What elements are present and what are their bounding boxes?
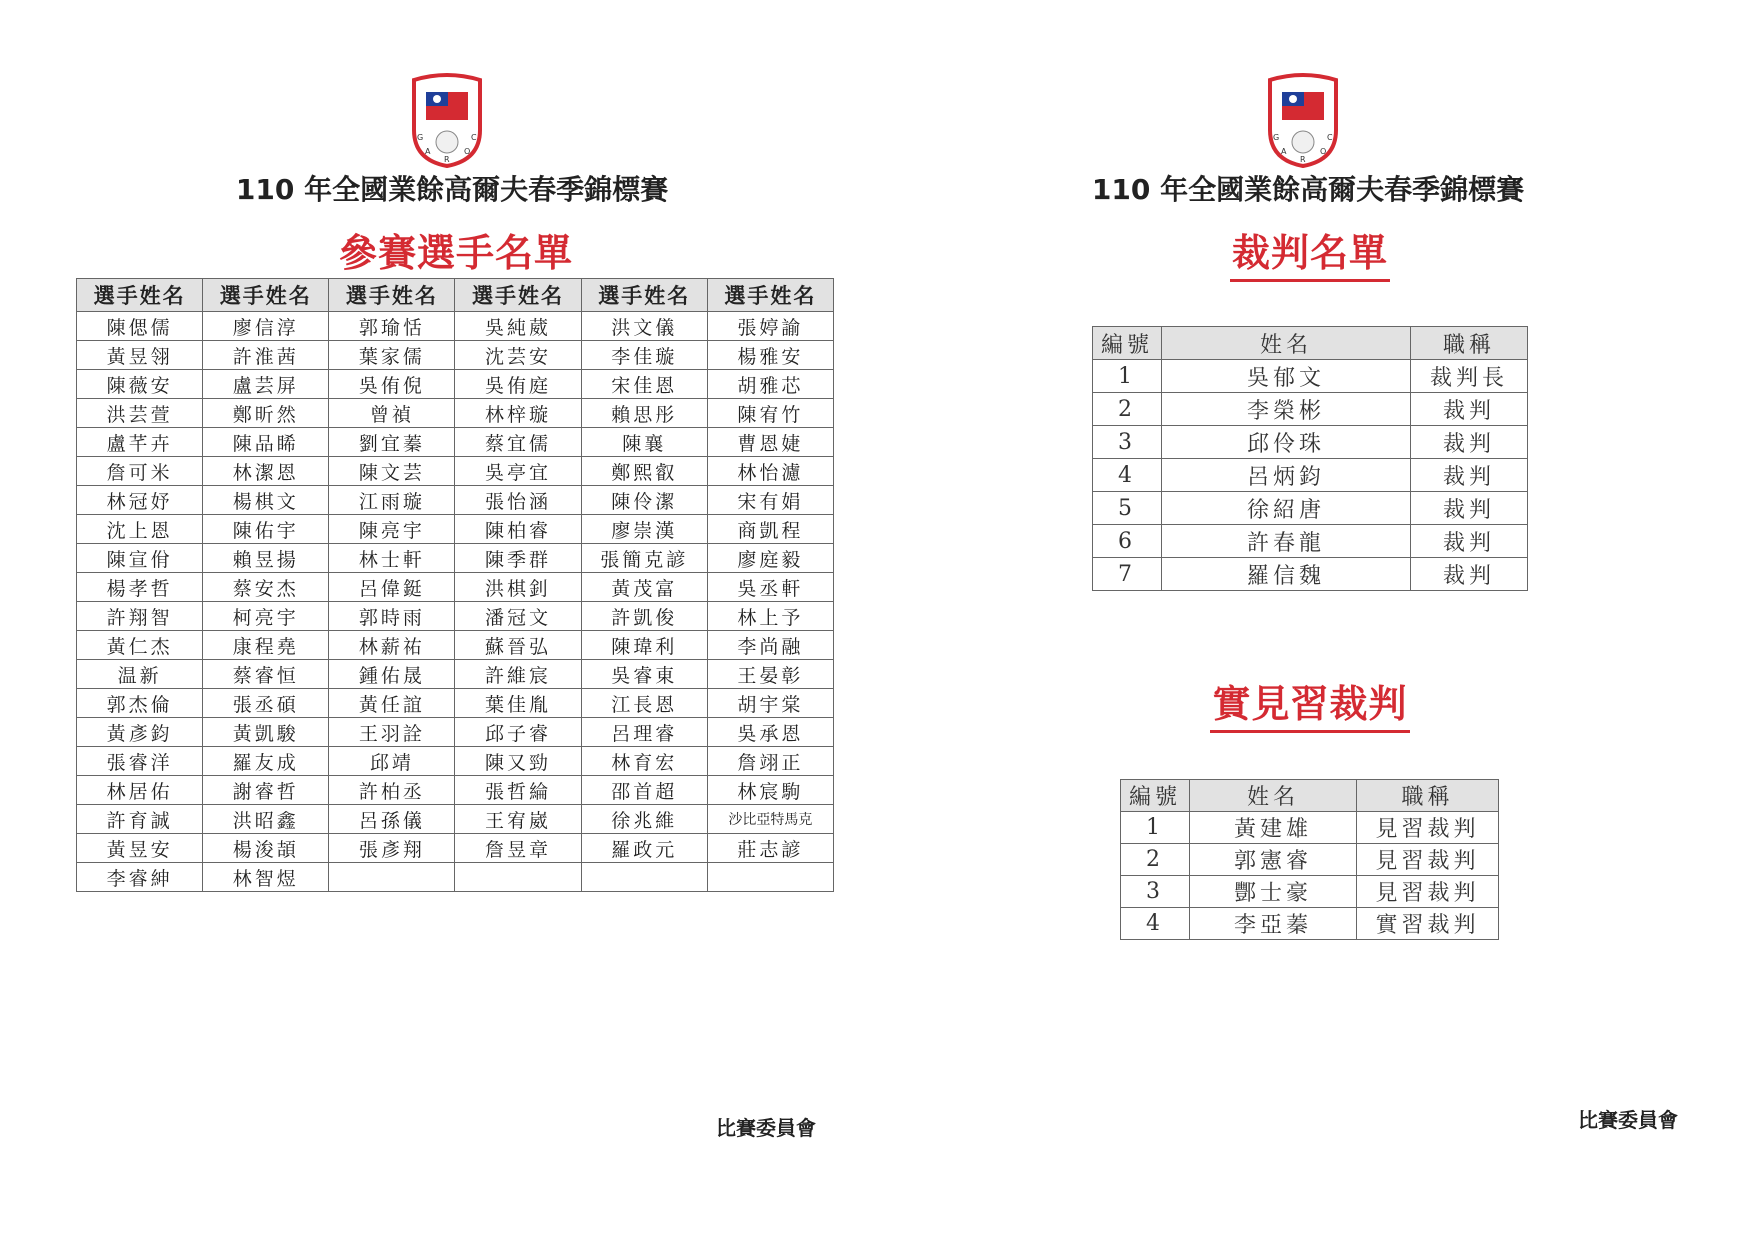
name-cell: 邱伶珠 — [1162, 426, 1411, 459]
player-table-header-row — [77, 279, 834, 312]
player-name-cell — [329, 863, 455, 892]
referee-table-body — [1093, 360, 1528, 591]
player-name-cell: 郭瑜恬 — [329, 312, 455, 341]
number-cell: 4 — [1121, 908, 1190, 940]
player-name-cell: 李睿紳 — [77, 863, 203, 892]
player-name-cell: 黃茂富 — [581, 573, 707, 602]
player-name-cell: 許翔智 — [77, 602, 203, 631]
player-name-cell: 張哲綸 — [455, 776, 581, 805]
table-row — [77, 805, 834, 834]
table-row — [77, 341, 834, 370]
player-name-cell: 許凱俊 — [581, 602, 707, 631]
name-cell: 吳郁文 — [1162, 360, 1411, 393]
player-name-cell: 蔡宜儒 — [455, 428, 581, 457]
player-name-cell: 詹可米 — [77, 457, 203, 486]
garoc-emblem-icon — [408, 72, 486, 168]
player-name-cell: 林育宏 — [581, 747, 707, 776]
title-underline — [1230, 279, 1390, 282]
player-name-cell — [707, 863, 833, 892]
referee-table — [1092, 326, 1528, 591]
title-cell: 實習裁判 — [1357, 908, 1499, 940]
player-name-cell: 李尚融 — [707, 631, 833, 660]
column-header: 選手姓名 — [455, 279, 581, 312]
player-name-cell: 黃凱駿 — [203, 718, 329, 747]
number-cell: 3 — [1121, 876, 1190, 908]
table-row — [1121, 876, 1499, 908]
player-name-cell: 陳佑宇 — [203, 515, 329, 544]
player-name-cell: 許柏丞 — [329, 776, 455, 805]
header-title: 職稱 — [1357, 780, 1499, 812]
player-name-cell: 曹恩婕 — [707, 428, 833, 457]
player-name-cell: 胡宇棠 — [707, 689, 833, 718]
table-row — [1121, 844, 1499, 876]
player-name-cell: 陳瑋利 — [581, 631, 707, 660]
player-name-cell: 謝睿哲 — [203, 776, 329, 805]
trainee-header-row — [1121, 780, 1499, 812]
player-name-cell: 張彥翔 — [329, 834, 455, 863]
header-number: 編號 — [1093, 327, 1162, 360]
player-name-cell: 張婷諭 — [707, 312, 833, 341]
player-name-cell: 吳亭宜 — [455, 457, 581, 486]
player-name-cell: 莊志諺 — [707, 834, 833, 863]
player-name-cell: 胡雅芯 — [707, 370, 833, 399]
player-name-cell: 温新 — [77, 660, 203, 689]
table-row — [77, 312, 834, 341]
player-name-cell: 陳宣佾 — [77, 544, 203, 573]
player-name-cell: 邱子睿 — [455, 718, 581, 747]
player-name-cell: 江雨璇 — [329, 486, 455, 515]
player-name-cell: 林士軒 — [329, 544, 455, 573]
player-name-cell: 賴昱揚 — [203, 544, 329, 573]
player-name-cell: 羅政元 — [581, 834, 707, 863]
player-name-cell: 商凱程 — [707, 515, 833, 544]
player-name-cell: 洪棋釗 — [455, 573, 581, 602]
column-header: 選手姓名 — [581, 279, 707, 312]
player-name-cell: 許育誠 — [77, 805, 203, 834]
number-cell: 1 — [1093, 360, 1162, 393]
player-name-cell: 陳襄 — [581, 428, 707, 457]
player-name-cell: 陳宥竹 — [707, 399, 833, 428]
referee-list-title-text: 裁判名單 — [1231, 231, 1388, 275]
player-name-cell: 黃仁杰 — [77, 631, 203, 660]
table-row — [77, 428, 834, 457]
referee-list-title — [1230, 222, 1390, 282]
player-name-cell: 宋有娟 — [707, 486, 833, 515]
table-row — [77, 631, 834, 660]
header-name: 姓名 — [1190, 780, 1357, 812]
column-header: 選手姓名 — [329, 279, 455, 312]
player-name-cell: 許淮茜 — [203, 341, 329, 370]
name-cell: 黃建雄 — [1190, 812, 1357, 844]
name-cell: 許春龍 — [1162, 525, 1411, 558]
player-name-cell: 楊浚頡 — [203, 834, 329, 863]
player-name-cell: 王晏彰 — [707, 660, 833, 689]
player-name-cell: 李佳璇 — [581, 341, 707, 370]
player-name-cell — [581, 863, 707, 892]
title-cell: 裁判長 — [1411, 360, 1528, 393]
table-row — [1121, 812, 1499, 844]
player-name-cell: 邵首超 — [581, 776, 707, 805]
player-table-body — [77, 312, 834, 892]
player-name-cell: 蔡安杰 — [203, 573, 329, 602]
table-row — [77, 544, 834, 573]
title-underline — [1210, 730, 1410, 733]
player-name-cell: 賴思彤 — [581, 399, 707, 428]
title-cell: 見習裁判 — [1357, 876, 1499, 908]
player-name-cell: 柯亮宇 — [203, 602, 329, 631]
player-name-cell: 宋佳恩 — [581, 370, 707, 399]
player-list-table — [76, 278, 834, 892]
svg-text:C: C — [471, 133, 477, 142]
table-row — [1093, 360, 1528, 393]
player-name-cell: 詹昱章 — [455, 834, 581, 863]
player-name-cell — [455, 863, 581, 892]
player-name-cell: 張睿洋 — [77, 747, 203, 776]
player-name-cell: 陳品睎 — [203, 428, 329, 457]
player-name-cell: 黃任誼 — [329, 689, 455, 718]
header-title: 職稱 — [1411, 327, 1528, 360]
player-name-cell: 楊棋文 — [203, 486, 329, 515]
garoc-emblem-icon — [1264, 72, 1342, 168]
table-row — [1093, 525, 1528, 558]
number-cell: 4 — [1093, 459, 1162, 492]
svg-text:G: G — [417, 133, 424, 142]
player-name-cell: 陳文芸 — [329, 457, 455, 486]
name-cell: 酆士豪 — [1190, 876, 1357, 908]
table-row — [77, 689, 834, 718]
garoc-logo-left — [408, 72, 486, 168]
title-cell: 裁判 — [1411, 492, 1528, 525]
number-cell: 1 — [1121, 812, 1190, 844]
column-header: 選手姓名 — [77, 279, 203, 312]
player-name-cell: 呂孫儀 — [329, 805, 455, 834]
number-cell: 2 — [1121, 844, 1190, 876]
table-row — [1093, 426, 1528, 459]
player-name-cell: 洪昭鑫 — [203, 805, 329, 834]
title-cell: 見習裁判 — [1357, 844, 1499, 876]
player-name-cell: 江長恩 — [581, 689, 707, 718]
player-name-cell: 林潔恩 — [203, 457, 329, 486]
player-name-cell: 蘇晉弘 — [455, 631, 581, 660]
player-name-cell: 葉佳胤 — [455, 689, 581, 718]
svg-text:R: R — [444, 155, 450, 164]
name-cell: 徐紹唐 — [1162, 492, 1411, 525]
svg-text:G: G — [1273, 133, 1280, 142]
player-name-cell: 張怡涵 — [455, 486, 581, 515]
event-title-right: 110 年全國業餘高爾夫春季錦標賽 — [1091, 173, 1525, 206]
table-row — [1093, 393, 1528, 426]
trainee-list-title — [1210, 673, 1410, 733]
svg-text:A: A — [1281, 147, 1287, 156]
title-cell: 裁判 — [1411, 393, 1528, 426]
title-cell: 見習裁判 — [1357, 812, 1499, 844]
player-name-cell: 蔡睿恒 — [203, 660, 329, 689]
player-name-cell: 陳亮宇 — [329, 515, 455, 544]
player-name-cell: 吳侑庭 — [455, 370, 581, 399]
svg-text:O: O — [464, 147, 471, 156]
player-name-cell: 陳季群 — [455, 544, 581, 573]
player-name-cell: 林智煜 — [203, 863, 329, 892]
player-name-cell: 黃昱翎 — [77, 341, 203, 370]
number-cell: 3 — [1093, 426, 1162, 459]
name-cell: 李榮彬 — [1162, 393, 1411, 426]
table-row — [1093, 459, 1528, 492]
player-name-cell: 林怡濾 — [707, 457, 833, 486]
committee-footer-left: 比賽委員會 — [716, 1116, 816, 1140]
name-cell: 羅信魏 — [1162, 558, 1411, 591]
name-cell: 呂炳鈞 — [1162, 459, 1411, 492]
player-name-cell: 吳純葳 — [455, 312, 581, 341]
player-name-cell: 王羽詮 — [329, 718, 455, 747]
trainee-table — [1120, 779, 1499, 940]
player-name-cell: 羅友成 — [203, 747, 329, 776]
player-name-cell: 張丞碩 — [203, 689, 329, 718]
player-name-cell: 廖信淳 — [203, 312, 329, 341]
player-name-cell: 沈芸安 — [455, 341, 581, 370]
player-name-cell: 徐兆維 — [581, 805, 707, 834]
table-row — [77, 776, 834, 805]
player-name-cell: 曾禎 — [329, 399, 455, 428]
committee-footer-right: 比賽委員會 — [1578, 1108, 1678, 1132]
player-name-cell: 盧芸屏 — [203, 370, 329, 399]
svg-text:A: A — [425, 147, 431, 156]
player-name-cell: 康程堯 — [203, 631, 329, 660]
player-name-cell: 廖庭毅 — [707, 544, 833, 573]
player-name-cell: 林薪祐 — [329, 631, 455, 660]
svg-text:O: O — [1320, 147, 1327, 156]
table-row — [77, 457, 834, 486]
header-name: 姓名 — [1162, 327, 1411, 360]
player-name-cell: 吳睿東 — [581, 660, 707, 689]
table-row — [77, 863, 834, 892]
player-name-cell: 陳薇安 — [77, 370, 203, 399]
player-name-cell: 邱靖 — [329, 747, 455, 776]
player-name-cell: 黃彥鈞 — [77, 718, 203, 747]
player-name-cell: 許維宸 — [455, 660, 581, 689]
table-row — [1093, 492, 1528, 525]
player-name-cell: 盧芊卉 — [77, 428, 203, 457]
player-name-cell: 洪芸萱 — [77, 399, 203, 428]
title-cell: 裁判 — [1411, 558, 1528, 591]
player-name-cell: 黃昱安 — [77, 834, 203, 863]
player-name-cell: 鄭熙叡 — [581, 457, 707, 486]
table-row — [1093, 558, 1528, 591]
player-name-cell: 葉家儒 — [329, 341, 455, 370]
player-name-cell: 吳承恩 — [707, 718, 833, 747]
player-name-cell: 呂理睿 — [581, 718, 707, 747]
player-name-cell: 郭杰倫 — [77, 689, 203, 718]
table-row — [77, 486, 834, 515]
column-header: 選手姓名 — [203, 279, 329, 312]
player-list-title-text: 參賽選手名單 — [338, 231, 573, 275]
player-name-cell: 詹翊正 — [707, 747, 833, 776]
player-list-title — [336, 222, 576, 282]
name-cell: 郭憲睿 — [1190, 844, 1357, 876]
number-cell: 6 — [1093, 525, 1162, 558]
garoc-logo-right — [1264, 72, 1342, 168]
svg-text:C: C — [1327, 133, 1333, 142]
column-header: 選手姓名 — [707, 279, 833, 312]
table-row — [77, 834, 834, 863]
player-name-cell: 沈上恩 — [77, 515, 203, 544]
table-row — [77, 660, 834, 689]
table-row — [77, 718, 834, 747]
title-cell: 裁判 — [1411, 459, 1528, 492]
player-name-cell: 潘冠文 — [455, 602, 581, 631]
player-name-cell: 林上予 — [707, 602, 833, 631]
table-row — [77, 602, 834, 631]
player-name-cell: 鄭昕然 — [203, 399, 329, 428]
player-name-cell: 林居佑 — [77, 776, 203, 805]
player-name-cell: 沙比亞特馬克 — [707, 805, 833, 834]
trainee-table-body — [1121, 812, 1499, 940]
player-name-cell: 楊雅安 — [707, 341, 833, 370]
player-name-cell: 林梓璇 — [455, 399, 581, 428]
player-name-cell: 王宥崴 — [455, 805, 581, 834]
player-name-cell: 陳又勁 — [455, 747, 581, 776]
table-row — [77, 747, 834, 776]
player-name-cell: 劉宜蓁 — [329, 428, 455, 457]
number-cell: 7 — [1093, 558, 1162, 591]
title-cell: 裁判 — [1411, 525, 1528, 558]
player-name-cell: 林冠妤 — [77, 486, 203, 515]
table-row — [77, 515, 834, 544]
table-row — [1121, 908, 1499, 940]
player-name-cell: 洪文儀 — [581, 312, 707, 341]
player-name-cell: 呂偉鋌 — [329, 573, 455, 602]
player-name-cell: 林宸駒 — [707, 776, 833, 805]
svg-text:R: R — [1300, 155, 1306, 164]
player-name-cell: 陳柏睿 — [455, 515, 581, 544]
number-cell: 2 — [1093, 393, 1162, 426]
name-cell: 李亞蓁 — [1190, 908, 1357, 940]
player-name-cell: 鍾佑晟 — [329, 660, 455, 689]
player-name-cell: 陳偲儒 — [77, 312, 203, 341]
player-name-cell: 楊孝哲 — [77, 573, 203, 602]
player-name-cell: 郭時雨 — [329, 602, 455, 631]
referee-header-row — [1093, 327, 1528, 360]
player-name-cell: 張簡克諺 — [581, 544, 707, 573]
player-name-cell: 吳丞軒 — [707, 573, 833, 602]
table-row — [77, 573, 834, 602]
player-name-cell: 廖崇漢 — [581, 515, 707, 544]
number-cell: 5 — [1093, 492, 1162, 525]
table-row — [77, 370, 834, 399]
player-name-cell: 陳伶潔 — [581, 486, 707, 515]
player-name-cell: 吳侑倪 — [329, 370, 455, 399]
table-row — [77, 399, 834, 428]
title-cell: 裁判 — [1411, 426, 1528, 459]
event-title-left: 110 年全國業餘高爾夫春季錦標賽 — [235, 173, 669, 206]
header-number: 編號 — [1121, 780, 1190, 812]
trainee-list-title-text: 實見習裁判 — [1212, 682, 1408, 726]
